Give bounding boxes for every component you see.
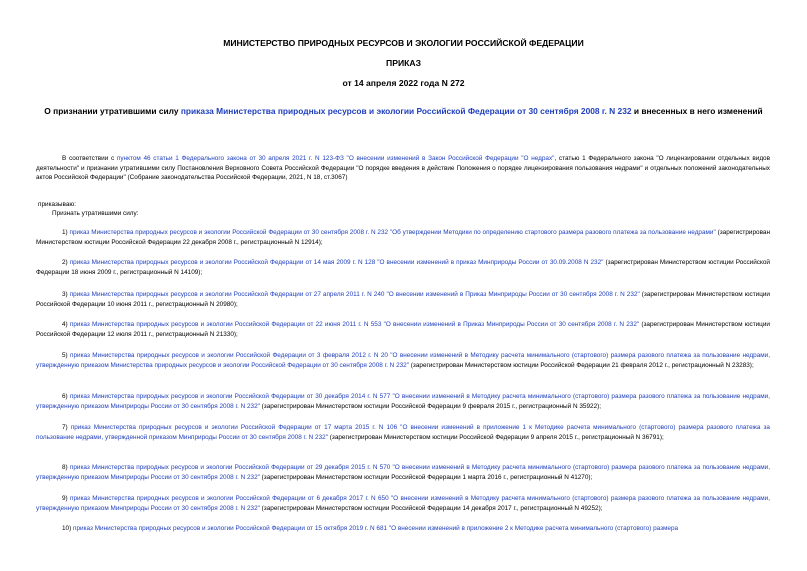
preamble-text-2: , статью 1 Федерального закона "О лицензировании отдельных видов деятельности" и признании утратившими силу Постановления Верховного Совета Российской Федерации "О порядке введения в действие Положения о порядке лицензирования пользования недрами" и отдельных положений законодательных актов Российской Федерации" bbox=[36, 155, 771, 182]
item-link[interactable]: приказ Министерства природных ресурсов и экологии Российской Федерации от 6 декабря 2017 г. N 650 "О внесении изменений в Методику расчета минимального (стартового) размера разового платежа за пользование недрами, утвержденную приказом Минприроды России от 30 сентября 2008 г. N 232" bbox=[36, 495, 770, 512]
doc-type-heading: ПРИКАЗ bbox=[386, 58, 421, 68]
preamble-text-3: (Собрание законодательства Российской Федерации, 2021, N 18, ст.3067) bbox=[125, 174, 348, 182]
item-rest: (зарегистрирован Министерством юстиции Российской Федерации 14 декабря 2017 г., регистрационный N 49252); bbox=[259, 504, 603, 512]
item-link[interactable]: приказ Министерства природных ресурсов и экологии Российской Федерации от 15 октября 2019 г. N 681 "О внесении изменений в приложение 2 к Методике расчета минимального (стартового) размера bbox=[73, 525, 679, 532]
item-number: 8) bbox=[62, 464, 70, 471]
list-item bbox=[36, 524, 770, 534]
item-link[interactable]: приказ Министерства природных ресурсов и экологии Российской Федерации от 22 июня 2011 г. N 553 "О внесении изменений в Приказ Минприроды России от 30 сентября 2008 г. N 232" bbox=[69, 321, 640, 328]
preamble-text-1: В соответствии с bbox=[62, 155, 117, 162]
item-rest: (зарегистрирован Министерством юстиции Российской Федерации 22 декабря 2008 г., регистрационный N 12914); bbox=[36, 229, 770, 246]
item-rest: (зарегистрирован Министерством юстиции Российской Федерации 1 марта 2016 г., регистрационный N 41270); bbox=[259, 473, 593, 481]
document-subject bbox=[40, 105, 767, 117]
item-number: 5) bbox=[62, 352, 71, 359]
list-item bbox=[36, 463, 770, 482]
order-word: приказываю: bbox=[38, 201, 76, 208]
item-rest: (зарегистрирован Министерством юстиции Российской Федерации 12 июля 2011 г., регистрационный N 21330); bbox=[36, 321, 770, 338]
item-link[interactable]: приказ Министерства природных ресурсов и экологии Российской Федерации от 29 декабря 2015 г. N 570 "О внесении изменений в Методику расчета минимального (стартового) размера разового платежа за пользование недрами, утвержденную приказом Минприроды России от 30 сентября 2008 г. N 232" bbox=[36, 464, 770, 481]
item-rest: (зарегистрирован Министерством юстиции Российской Федерации 21 февраля 2012 г., регистрационный N 23283); bbox=[409, 361, 754, 369]
list-item bbox=[36, 351, 770, 370]
item-rest: (зарегистрирован Министерством юстиции Российской Федерации 18 июня 2009 г., регистрационный N 14109); bbox=[36, 259, 770, 276]
list-item bbox=[36, 258, 770, 277]
subject-link[interactable]: приказа Министерства природных ресурсов и экологии Российской Федерации от 30 сентября 2008 г. N 232 bbox=[180, 106, 632, 116]
list-item bbox=[36, 423, 770, 442]
ministry-heading: МИНИСТЕРСТВО ПРИРОДНЫХ РЕСУРСОВ И ЭКОЛОГИИ РОССИЙСКОЙ ФЕДЕРАЦИИ bbox=[223, 38, 584, 48]
item-link[interactable]: приказ Министерства природных ресурсов и экологии Российской Федерации от 30 сентября 2008 г. N 232 "Об утверждении Методики по определению стартового размера разового платежа за пользование недрами" bbox=[69, 229, 716, 236]
item-rest: (зарегистрирован Министерством юстиции Российской Федерации 9 февраля 2015 г., регистрационный N 35922); bbox=[259, 402, 602, 410]
list-item bbox=[36, 290, 770, 309]
item-number: 3) bbox=[62, 291, 70, 298]
item-number: 2) bbox=[62, 259, 70, 266]
item-number: 10) bbox=[62, 525, 74, 532]
item-number: 1) bbox=[62, 229, 70, 236]
list-item bbox=[36, 320, 770, 339]
list-item bbox=[36, 494, 770, 513]
subject-prefix: О признании утратившими силу bbox=[44, 106, 181, 116]
preamble-paragraph bbox=[36, 154, 770, 183]
date-number-heading: от 14 апреля 2022 года N 272 bbox=[342, 78, 465, 88]
item-link[interactable]: приказ Министерства природных ресурсов и экологии Российской Федерации от 30 декабря 2014 г. N 577 "О внесении изменений в Методику расчета минимального (стартового) размера разового платежа за пользование недрами, утвержденную приказом Минприроды России от 30 сентября 2008 г. N 232" bbox=[36, 393, 770, 410]
list-item bbox=[36, 228, 770, 247]
list-item bbox=[36, 392, 770, 411]
subject-suffix: и внесенных в него изменений bbox=[631, 106, 763, 116]
declare-line: Признать утратившими силу: bbox=[52, 210, 139, 217]
preamble-law-link[interactable]: пунктом 46 статьи 1 Федерального закона от 30 апреля 2021 г. N 123-ФЗ "О внесении изменений в Закон Российской Федерации "О недрах" bbox=[116, 155, 555, 162]
item-number: 7) bbox=[62, 424, 71, 431]
item-link[interactable]: приказ Министерства природных ресурсов и экологии Российской Федерации от 27 апреля 2011 г. N 240 "О внесении изменений в Приказ Минприроды России от 30 сентября 2008 г. N 232" bbox=[69, 291, 640, 298]
item-rest: (зарегистрирован Министерством юстиции Российской Федерации 10 июня 2011 г., регистрационный N 20980); bbox=[36, 291, 770, 308]
item-number: 4) bbox=[62, 321, 70, 328]
item-number: 6) bbox=[62, 393, 70, 400]
item-link[interactable]: приказ Министерства природных ресурсов и экологии Российской Федерации от 17 марта 2015 г. N 106 "О внесении изменений в приложение 1 к Методике расчета минимального (стартового) размера разового платежа за пользование недрами, утвержденной приказом Минприроды России от 30 сентября 2008 г. N 232" bbox=[36, 424, 770, 441]
item-rest: (зарегистрирован Министерством юстиции Российской Федерации 9 апреля 2015 г., регистрационный N 36791); bbox=[327, 433, 664, 441]
item-number: 9) bbox=[62, 495, 70, 502]
item-link[interactable]: приказ Министерства природных ресурсов и экологии Российской Федерации от 3 февраля 2012 г. N 20 "О внесении изменений в Методику расчета минимального (стартового) размера разового платежа за пользование недрами, утвержденную приказом Министерства природных ресурсов и экологии Российской Федерации от 30 сентября 2008 г. N 232" bbox=[36, 352, 770, 369]
item-link[interactable]: приказ Министерства природных ресурсов и экологии Российской Федерации от 14 мая 2009 г. N 128 "О внесении изменений в приказ Минприроды России от 30.09.2008 N 232" bbox=[69, 259, 604, 266]
